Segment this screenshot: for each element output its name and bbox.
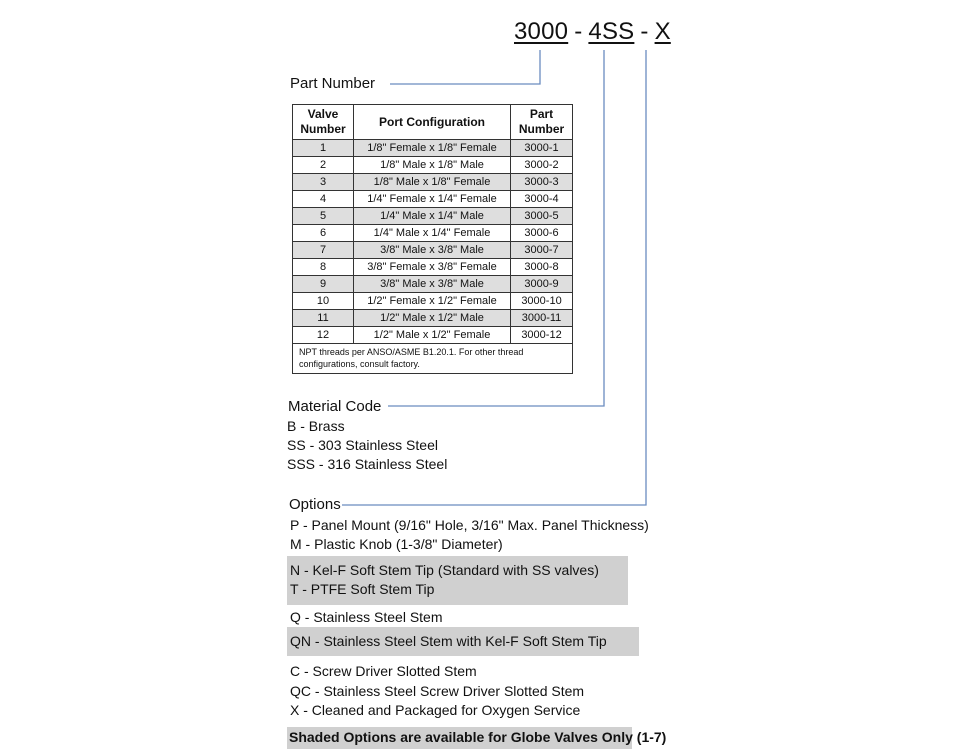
table-note: NPT threads per ANSO/ASME B1.20.1. For other thread configurations, consult factory. bbox=[293, 344, 573, 374]
option-item: Q - Stainless Steel Stem bbox=[290, 609, 443, 625]
table-row bbox=[293, 327, 573, 344]
cell-part-number: 3000-3 bbox=[511, 174, 573, 191]
material-code-title: Material Code bbox=[288, 398, 382, 415]
option-item: P - Panel Mount (9/16" Hole, 3/16" Max. Panel Thickness) bbox=[290, 517, 649, 533]
cell-valve-number: 2 bbox=[293, 157, 354, 174]
option-item: X - Cleaned and Packaged for Oxygen Service bbox=[290, 702, 581, 718]
cell-valve-number: 1 bbox=[293, 140, 354, 157]
table-row bbox=[293, 208, 573, 225]
header-port-configuration: Port Configuration bbox=[354, 105, 511, 140]
table-header-row bbox=[293, 105, 573, 140]
option-item: QC - Stainless Steel Screw Driver Slotted Stem bbox=[290, 683, 585, 699]
cell-part-number: 3000-5 bbox=[511, 208, 573, 225]
cell-part-number: 3000-12 bbox=[511, 327, 573, 344]
table-note-row bbox=[293, 344, 573, 374]
table-row bbox=[293, 259, 573, 276]
table-row bbox=[293, 310, 573, 327]
cell-valve-number: 6 bbox=[293, 225, 354, 242]
table-row bbox=[293, 191, 573, 208]
cell-valve-number: 3 bbox=[293, 174, 354, 191]
material-item: B - Brass bbox=[287, 418, 345, 434]
cell-part-number: 3000-6 bbox=[511, 225, 573, 242]
table-row bbox=[293, 276, 573, 293]
cell-port-config: 3/8" Male x 3/8" Male bbox=[354, 242, 511, 259]
cell-port-config: 1/4" Female x 1/4" Female bbox=[354, 191, 511, 208]
options-title: Options bbox=[289, 496, 341, 513]
table-row bbox=[293, 293, 573, 310]
part-code-dash: - bbox=[640, 18, 649, 45]
cell-valve-number: 9 bbox=[293, 276, 354, 293]
option-item-shaded: N - Kel-F Soft Stem Tip (Standard with SS valves) bbox=[290, 562, 599, 578]
table-row bbox=[293, 157, 573, 174]
cell-part-number: 3000-9 bbox=[511, 276, 573, 293]
part-code-dash: - bbox=[574, 18, 583, 45]
cell-valve-number: 5 bbox=[293, 208, 354, 225]
cell-port-config: 3/8" Male x 3/8" Male bbox=[354, 276, 511, 293]
table-row bbox=[293, 140, 573, 157]
cell-port-config: 1/8" Male x 1/8" Female bbox=[354, 174, 511, 191]
header-valve-number bbox=[293, 105, 354, 140]
footer-note: Shaded Options are available for Globe Valves Only (1-7) bbox=[289, 729, 667, 745]
cell-valve-number: 8 bbox=[293, 259, 354, 276]
part-code-base: 3000 bbox=[514, 18, 569, 45]
cell-port-config: 1/8" Female x 1/8" Female bbox=[354, 140, 511, 157]
cell-part-number: 3000-1 bbox=[511, 140, 573, 157]
table-row bbox=[293, 174, 573, 191]
table-row bbox=[293, 242, 573, 259]
cell-part-number: 3000-10 bbox=[511, 293, 573, 310]
header-part-line2: Number bbox=[518, 122, 565, 136]
cell-port-config: 3/8" Female x 3/8" Female bbox=[354, 259, 511, 276]
cell-valve-number: 10 bbox=[293, 293, 354, 310]
option-item-shaded: T - PTFE Soft Stem Tip bbox=[290, 581, 435, 597]
cell-valve-number: 11 bbox=[293, 310, 354, 327]
part-code-material: 4SS bbox=[588, 18, 635, 45]
part-code-option: X bbox=[654, 18, 671, 45]
header-valve-line1: Valve bbox=[307, 107, 339, 121]
option-item: C - Screw Driver Slotted Stem bbox=[290, 663, 477, 679]
header-part-line1: Part bbox=[529, 107, 554, 121]
header-valve-line2: Number bbox=[300, 122, 346, 136]
material-item: SS - 303 Stainless Steel bbox=[287, 437, 438, 453]
material-item: SSS - 316 Stainless Steel bbox=[287, 456, 448, 472]
option-item-shaded: QN - Stainless Steel Stem with Kel-F Soft Stem Tip bbox=[290, 633, 607, 649]
cell-port-config: 1/4" Male x 1/4" Male bbox=[354, 208, 511, 225]
cell-part-number: 3000-7 bbox=[511, 242, 573, 259]
cell-port-config: 1/2" Female x 1/2" Female bbox=[354, 293, 511, 310]
cell-part-number: 3000-8 bbox=[511, 259, 573, 276]
option-item: M - Plastic Knob (1-3/8" Diameter) bbox=[290, 536, 503, 552]
valve-table bbox=[292, 104, 573, 374]
cell-part-number: 3000-2 bbox=[511, 157, 573, 174]
cell-valve-number: 7 bbox=[293, 242, 354, 259]
part-number-label: Part Number bbox=[290, 75, 376, 92]
cell-part-number: 3000-4 bbox=[511, 191, 573, 208]
cell-valve-number: 4 bbox=[293, 191, 354, 208]
cell-port-config: 1/2" Male x 1/2" Male bbox=[354, 310, 511, 327]
cell-port-config: 1/4" Male x 1/4" Female bbox=[354, 225, 511, 242]
part-number-connector bbox=[390, 50, 540, 84]
header-part-number bbox=[511, 105, 573, 140]
table-row bbox=[293, 225, 573, 242]
cell-part-number: 3000-11 bbox=[511, 310, 573, 327]
cell-port-config: 1/2" Male x 1/2" Female bbox=[354, 327, 511, 344]
cell-port-config: 1/8" Male x 1/8" Male bbox=[354, 157, 511, 174]
cell-valve-number: 12 bbox=[293, 327, 354, 344]
